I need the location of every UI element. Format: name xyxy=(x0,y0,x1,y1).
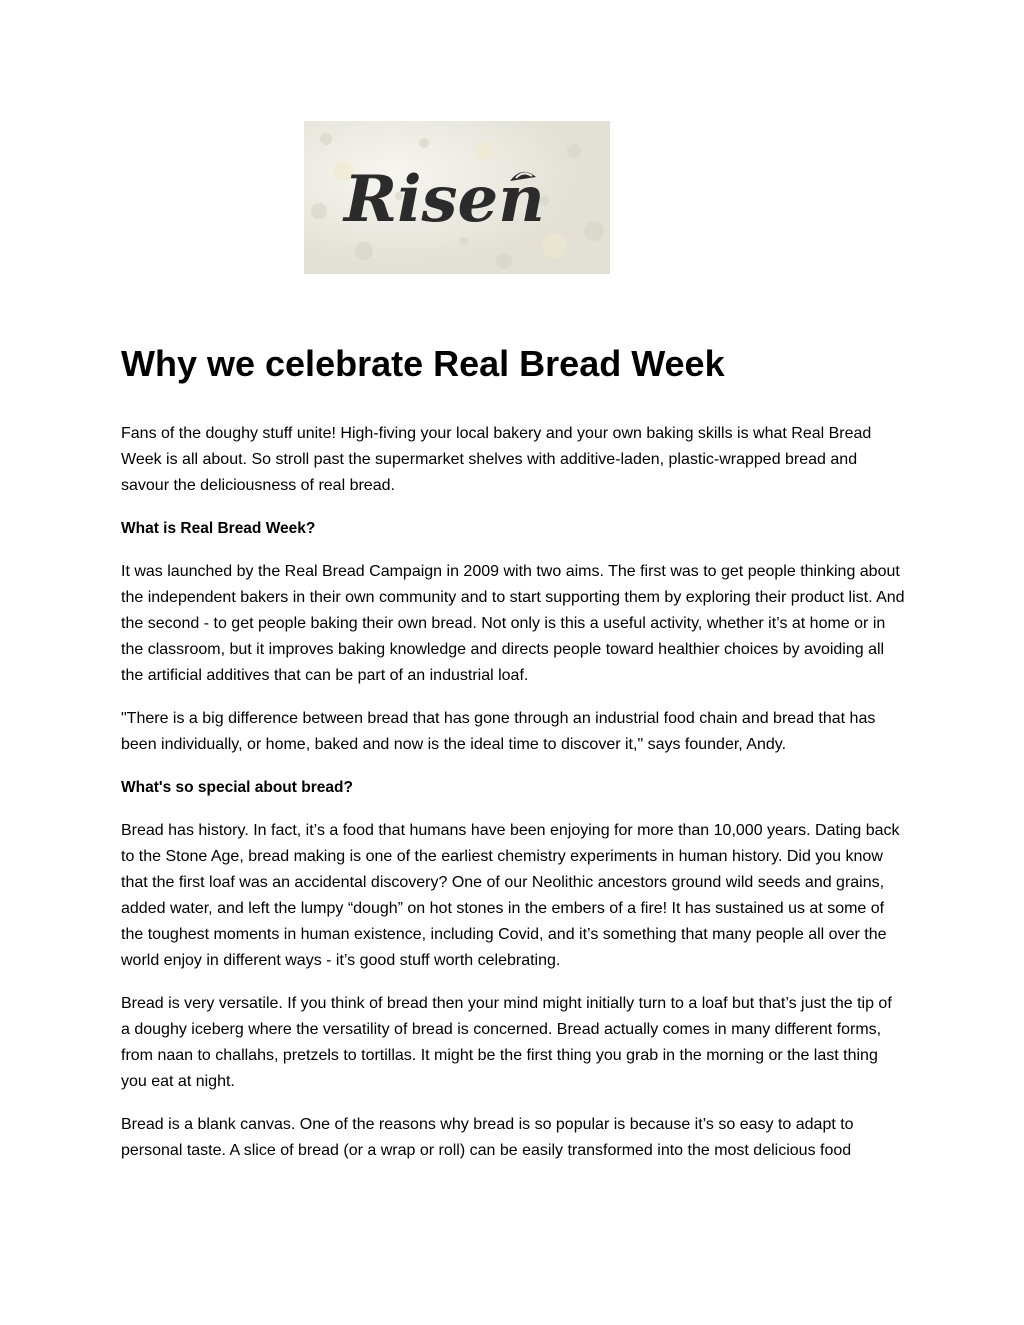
paragraph-history: Bread has history. In fact, it’s a food that humans have been enjoying for more than 10,000 years. Dating back to the Stone Age, bread making is one of the earliest chemistry experiments in human history. Did you know that the first loaf was an accidental discovery? One of our Neolithic ancestors ground wild seeds and grains, added water, and left the lumpy “dough” on hot stones in the embers of a fire! It has sustained us at some of the toughest moments in human existence, including Covid, and it’s something that many people all over the world enjoy in different ways - it’s good stuff worth celebrating. xyxy=(121,822,900,969)
section-heading-real-bread-week: What is Real Bread Week? xyxy=(121,520,316,537)
paragraph-blank-canvas: Bread is a blank canvas. One of the reasons why bread is so popular is because it’s so easy to adapt to personal taste. A slice of bread (or a wrap or roll) can be easily transformed into the most delicious food xyxy=(121,1116,854,1159)
paragraph-quote: "There is a big difference between bread that has gone through an industrial food chain and bread that has been individually, or home, baked and now is the ideal time to discover it," says founder, Andy. xyxy=(121,710,876,753)
intro-paragraph: Fans of the doughy stuff unite! High-fiving your local bakery and your own baking skills is what Real Bread Week is all about. So stroll past the supermarket shelves with additive-laden, plastic-wrapped bread and savour the deliciousness of real bread. xyxy=(121,425,872,494)
risen-logo xyxy=(304,121,610,274)
logo-graphic xyxy=(304,121,610,274)
article xyxy=(121,335,905,1181)
paragraph-versatile: Bread is very versatile. If you think of bread then your mind might initially turn to a loaf but that’s just the tip of a doughy iceberg where the versatility of bread is concerned. Bread actually comes in many different forms, from naan to challahs, pretzels to tortillas. It might be the first thing you grab in the morning or the last thing you eat at night. xyxy=(121,995,892,1090)
page-title: Why we celebrate Real Bread Week xyxy=(121,343,725,384)
paragraph-launch: It was launched by the Real Bread Campaign in 2009 with two aims. The first was to get people thinking about the independent bakers in their own community and to start supporting them by exploring their product list. And the second - to get people baking their own bread. Not only is this a useful activity, whether it’s at home or in the classroom, but it improves baking knowledge and directs people toward healthier choices by avoiding all the artificial additives that can be part of an industrial loaf. xyxy=(121,563,905,684)
logo-wordmark: Risen xyxy=(344,162,545,237)
section-heading-special-bread: What's so special about bread? xyxy=(121,779,353,796)
